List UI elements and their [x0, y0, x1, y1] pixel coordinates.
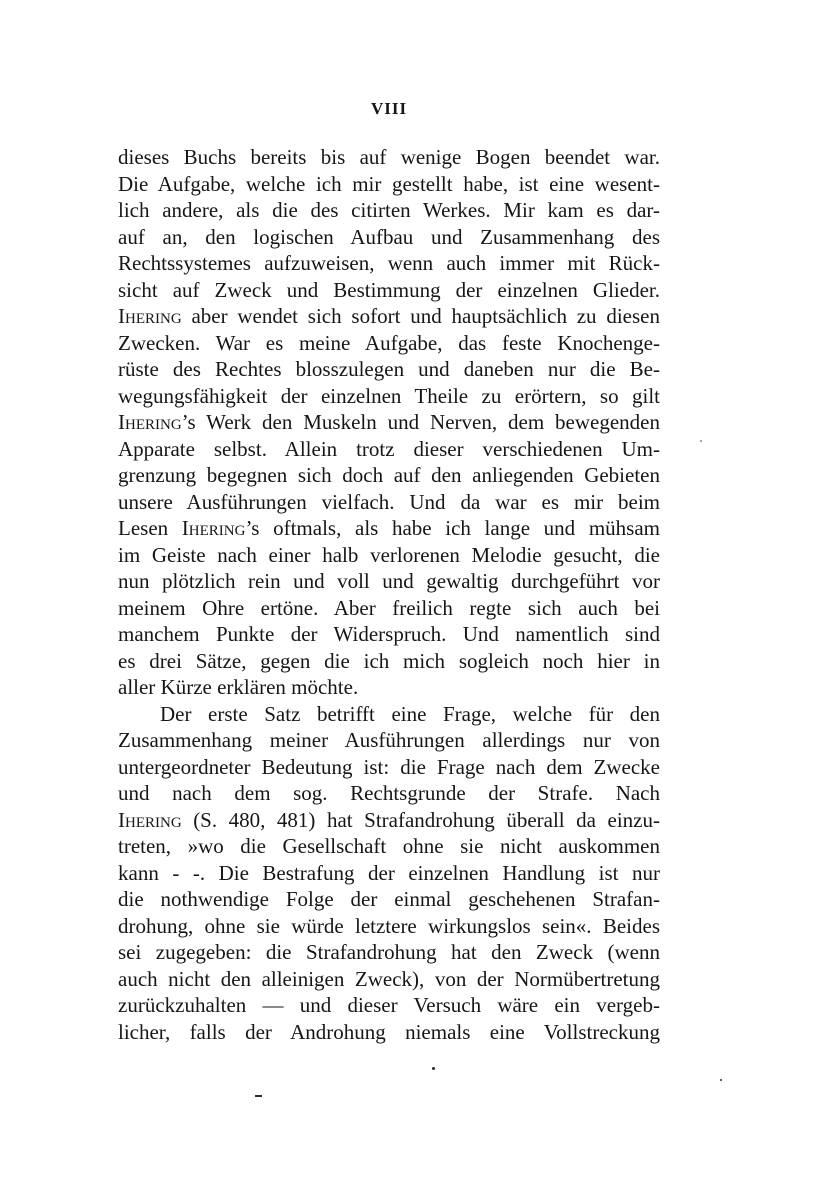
- text-line: Zusammenhang meiner Ausführungen allerdings nur von: [118, 728, 660, 752]
- text-line: grenzung begegnen sich doch auf den anliegenden Gebieten: [118, 463, 660, 487]
- text-segment: (S. 480, 481) hat Strafandrohung überall da einzu-: [181, 807, 660, 832]
- text-segment: ’s oftmals, als habe ich lange und mühsam: [245, 516, 660, 540]
- text-segment: ’s Werk den Muskeln und Nerven, dem bewegenden: [181, 410, 660, 434]
- author-name-smallcaps: Ihering: [118, 410, 182, 434]
- page-number: VIII: [370, 99, 408, 118]
- text-segment: Lesen: [118, 516, 182, 540]
- text-line: meinem Ohre ertöne. Aber freilich regte sich auch bei: [118, 595, 660, 620]
- text-line: lich andere, als die des citirten Werkes. Mir kam es dar-: [118, 198, 660, 222]
- text-line: licher, falls der Androhung niemals eine Vollstreckung: [118, 1019, 660, 1044]
- text-line: Die Aufgabe, welche ich mir gestellt habe, ist eine wesent-: [118, 171, 660, 196]
- text-line: [118, 409, 660, 436]
- text-line: nun plötzlich rein und voll und gewaltig durchgeführt vor: [118, 569, 660, 593]
- text-line: [118, 303, 660, 330]
- author-name-smallcaps: Ihering: [118, 304, 182, 328]
- text-line: wegungsfähigkeit der einzelnen Theile zu erörtern, so gilt: [118, 383, 660, 408]
- scan-speck: [432, 1067, 435, 1070]
- text-line: treten, »wo die Gesellschaft ohne sie nicht auskommen: [118, 834, 660, 858]
- text-line: manchem Punkte der Widerspruch. Und namentlich sind: [118, 622, 660, 646]
- text-line: auf an, den logischen Aufbau und Zusammenhang des: [118, 224, 660, 249]
- text-line: dieses Buchs bereits bis auf wenige Bogen beendet war.: [118, 145, 660, 169]
- text-line-indented: Der erste Satz betrifft eine Frage, welche für den: [160, 701, 660, 726]
- text-segment: aber wendet sich sofort und hauptsächlich zu diesen: [181, 304, 660, 328]
- scan-speck: [720, 1079, 722, 1081]
- text-line: auch nicht den alleinigen Zweck), von der Normübertretung: [118, 966, 660, 991]
- text-line: im Geiste nach einer halb verlorenen Melodie gesucht, die: [118, 542, 660, 567]
- text-line: und nach dem sog. Rechtsgrunde der Strafe. Nach: [118, 781, 660, 805]
- text-line: Apparate selbst. Allein trotz dieser verschiedenen Um-: [118, 436, 660, 461]
- text-line: sicht auf Zweck und Bestimmung der einzelnen Glieder.: [118, 277, 660, 302]
- text-line: zurückzuhalten — und dieser Versuch wäre ein vergeb-: [118, 993, 660, 1017]
- paragraph-1: [118, 144, 660, 701]
- text-line: es drei Sätze, gegen die ich mich sogleich noch hier in: [118, 648, 660, 673]
- text-line: [118, 515, 660, 542]
- text-line: Rechtssystemes aufzuweisen, wenn auch immer mit Rück-: [118, 251, 660, 275]
- text-line: unsere Ausführungen vielfach. Und da war es mir beim: [118, 489, 660, 514]
- text-line: [118, 807, 660, 834]
- text-line: Zwecken. War es meine Aufgabe, das feste Knochenge-: [118, 330, 660, 355]
- scan-speck: [255, 1095, 262, 1097]
- text-line: die nothwendige Folge der einmal geschehenen Strafan-: [118, 887, 660, 911]
- text-body: [118, 144, 660, 1045]
- text-line: kann - -. Die Bestrafung der einzelnen Handlung ist nur: [118, 860, 660, 885]
- text-line: untergeordneter Bedeutung ist: die Frage nach dem Zwecke: [118, 754, 660, 779]
- text-line-paragraph-end: aller Kürze erklären möchte.: [118, 675, 359, 699]
- author-name-smallcaps: Ihering: [181, 516, 246, 540]
- author-name-smallcaps: Ihering: [118, 807, 182, 832]
- text-line: drohung, ohne sie würde letztere wirkungslos sein«. Beides: [118, 913, 660, 938]
- scan-speck: [700, 440, 702, 442]
- paragraph-2: [118, 701, 660, 1046]
- text-line: sei zugegeben: die Strafandrohung hat den Zweck (wenn: [118, 940, 660, 964]
- text-line: rüste des Rechtes blosszulegen und daneben nur die Be-: [118, 357, 660, 381]
